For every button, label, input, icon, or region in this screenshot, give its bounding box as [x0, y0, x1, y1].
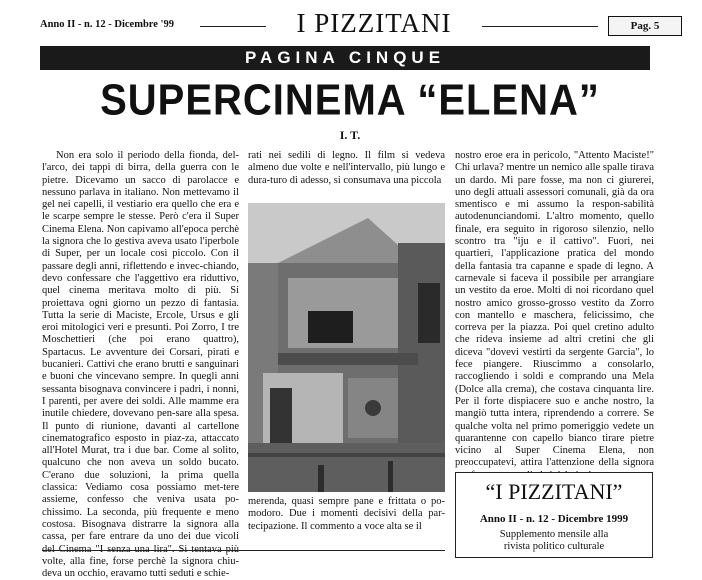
column-1-text: Non era solo il periodo della fionda, del-l'arco, dei tappi di birra, della guerra con le pietre. Dicevamo un sacco di parolacce e nessuno parlava in italiano. Non mettevamo il gel nei capelli, il vestiario era quello che era e le scarpe sempre le stesse. Però c'era il Super Cinema Elena. Non capivamo all'epoca perchè la signora che lo gestiva aveva usato l'iperbole di Super, per un locale così piccolo. Con il passare degli anni, riflettendo e invec-chiando, devo confessare che l'aggettivo era riduttivo, quel cinema meritava molto di più. Si proiettava ogni giorno un pezzo di fantasia. Tutta la serie di Maciste, Ercole, Ursus e gli eroi mitologici veri e presunti. Poi Zorro, I tre Moschettieri (che poi erano quattro), Spartacus. Le avventure dei Corsari, pirati e bucanieri. Cattivi che erano brutti e sanguinari e buoni che vincevano sempre. In quegli anni sessanta bisognava convincere i padri, i nonni, I parenti, per avere dei soldi. Alle mamme era inutile chiedere, dovevano pen-sare alla spesa. Il punto di riunione, davanti al cartellone cinematografico esposto in piaz-za, attaccato all'Hotel Murat, tra i due bar. Come al solito, qualcuno che non aveva un soldo bucato. C'erano due soluzioni, la prima quella classica: Vediamo cosa possiamo met-tere assieme, confesso che veniva usata po-chissimo. La seconda, più frequente e meno costosa. Bisognava distrarre la signora alla cassa, per fare entrare da uno dei due vicoli del Cinema "I senza una lira". Si tentava più volte, alla fine, forse perchè la signora chiu-deva un occhio, eravamo tutti seduti e schie-	[42, 150, 239, 580]
article-column-1	[42, 150, 239, 580]
info-box-title: “I PIZZITANI”	[485, 479, 623, 504]
article-column-3	[455, 150, 654, 468]
masthead	[30, 6, 690, 40]
publication-info-box	[455, 472, 653, 558]
section-banner: PAGINA CINQUE	[40, 46, 650, 70]
masthead-rule-right	[482, 26, 598, 27]
info-box-line-2: rivista politico culturale	[503, 541, 605, 552]
bottom-divider	[42, 550, 445, 557]
info-box-line-1: Supplemento mensile alla	[499, 529, 609, 540]
article-byline: I. T.	[339, 128, 361, 142]
article-column-2-top	[248, 150, 445, 200]
column-3-text: nostro eroe era in pericolo, "Attento Maciste!" Chi urlava? mentre un nemico alle spalle tirava un dardo. Mi pare fosse, ma non ci giurerei, uno degli attuali assessori comunali, già da ora smentisco e mi assumo la respon-sabilità autodenunciandomi. L'altro momento, quello finale, era seguito in rigoroso silenzio, nello scontro tra "iju e il cattivo". Fuori, nei quartieri, l'applicazione pratica del mondo della fantasia tra capanne e spade di legno. A carnevale si faceva il possibile per arrangiare un vestito da eroe. Molti di noi ricordano quel nostro amico grosso-grosso vestito da Zorro con mantello e maschera, felicissimo, che correva per la piazza. Poi quel cretino adulto che rideva insieme ad altri cretini che gli diceva "dovevi vestirti da sergente Garcia", lo fece piangere. Riuscimmo a consolarlo, raccogliendo i soldi e comprando una Mela (Dolce alla crema), che costava cinquanta lire. Per il forte dispiacere suo e anche nostro, la mangiò tutta intera, riprendendo a correre. Se qualche volta nel primo pomeriggio vedete un quarantenne con capello bianco tirare pietre vicino al Super Cinema Elena, non preoccupatevi, attira l'attenzione della signora	[455, 150, 654, 469]
building-photo-icon	[248, 203, 445, 492]
newspaper-name: I PIZZITANI	[296, 8, 452, 38]
issue-info: Anno II - n. 12 - Dicembre '99	[40, 19, 174, 30]
column-2-top-text: rati nei sedili di legno. Il film si vedeva almeno due volte e nell'intervallo, più lungo e dura-turo di adesso, si consumava una piccola	[248, 150, 445, 186]
article-title: SUPERCINEMA “ELENA”	[100, 75, 600, 125]
column-2-bottom-text: merenda, quasi sempre pane e frittata o po-modoro. Due i momenti decisivi della par-tecipazione. Il commento a voce alta se il	[248, 496, 445, 532]
article-column-2-bottom	[248, 496, 445, 546]
info-box-issue: Anno II - n. 12 - Dicembre 1999	[479, 513, 629, 525]
page-number-box: Pag. 5	[608, 16, 682, 36]
masthead-rule-left	[200, 26, 266, 27]
